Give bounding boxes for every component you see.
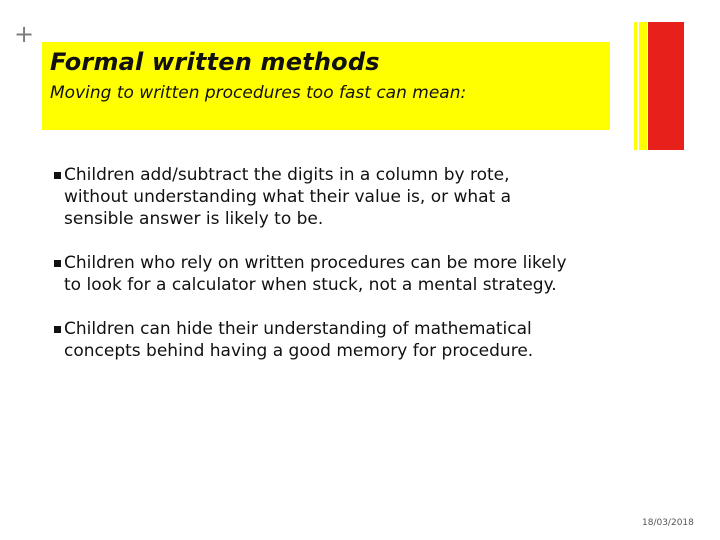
- slide-date: 18/03/2018: [642, 518, 694, 528]
- decor-yellow-bar: [639, 22, 647, 150]
- square-bullet-icon: [54, 260, 61, 267]
- square-bullet-icon: [54, 326, 61, 333]
- plus-icon: +: [14, 20, 35, 48]
- bullet-item: [54, 252, 614, 296]
- decor-red-bar: [648, 22, 684, 150]
- bullet-text: Children who rely on written procedures can be more likely to look for a calculator when stuck, not a mental strategy.: [64, 253, 567, 295]
- slide-title: Formal written methods: [50, 48, 380, 76]
- square-bullet-icon: [54, 172, 61, 179]
- decor-thin-yellow-bar: [634, 22, 637, 150]
- bullet-list: [54, 164, 614, 384]
- bullet-text: Children add/subtract the digits in a column by rote, without understanding what their value is, or what a sensible answer is likely to be.: [64, 165, 512, 229]
- slide-subtitle: Moving to written procedures too fast can mean:: [50, 83, 467, 103]
- bullet-item: [54, 318, 614, 362]
- bullet-item: [54, 164, 614, 230]
- bullet-text: Children can hide their understanding of mathematical concepts behind having a good memory for procedure.: [64, 319, 534, 361]
